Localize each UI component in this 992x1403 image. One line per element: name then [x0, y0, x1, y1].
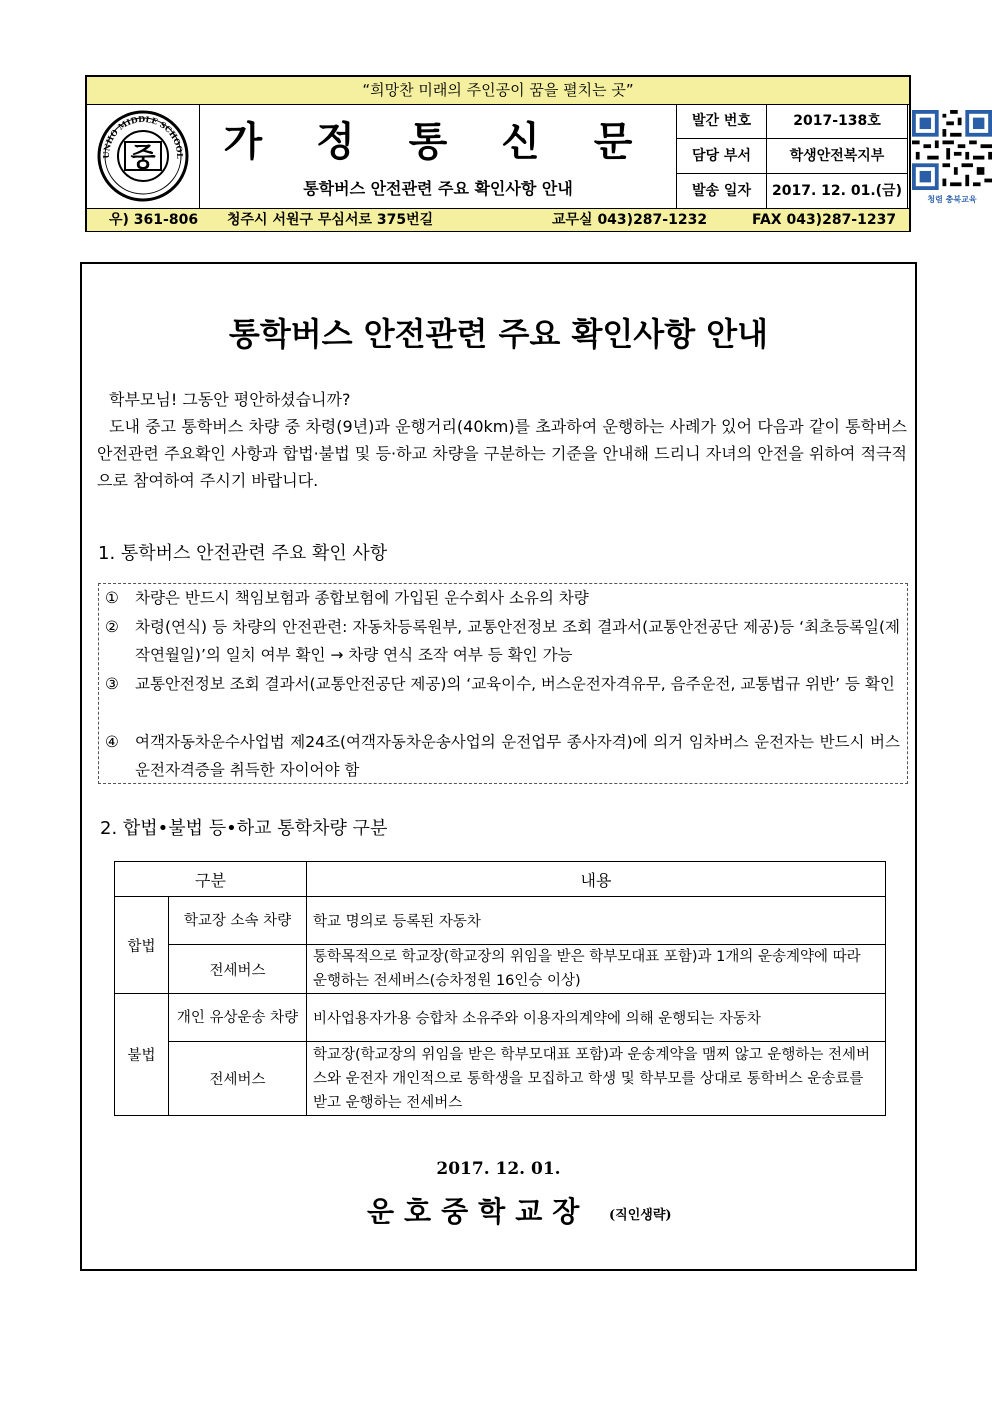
row-content: 학교장(학교장의 위임을 받은 학부모대표 포함)과 운송계약을 맴찌 않고 운행하는 전세버스와 운전자 개인적으로 통학생을 모집하고 학생 및 학부모를 상대로 통학버스 운송료를 받고 운행하는 전세버스 [307, 1042, 886, 1116]
row-content: 비사업용자가용 승합차 소유주와 이용자의계약에 의해 운행되는 자동차 [307, 994, 886, 1042]
header-category: 구분 [115, 862, 307, 897]
info-value: 학생안전복지부 [789, 148, 885, 164]
document-title: 통학버스 안전관련 주요 확인사항 안내 [228, 315, 769, 353]
check-item [105, 584, 900, 612]
letter-body [80, 262, 917, 1271]
section-heading-classification: 2. 합법•불법 등•하교 통학차량 구분 [100, 818, 388, 839]
info-row-issue-number [676, 104, 907, 139]
info-row-send-date [676, 174, 907, 209]
check-item [105, 728, 900, 784]
info-row-department [676, 139, 907, 174]
intro-text: 도내 중고 통학버스 차량 중 차령(9년)과 운행거리(40km)를 초과하여 운행하는 사례가 있어 다음과 같이 통학버스 안전관련 주요확인 사항과 합법·불법 및 등·하교 차량을 구분하는 기준을 안내해 드리니 자녀의 안전을 위하여 적극적으로 참여하여 주시기 바랍니다. [97, 417, 907, 490]
logo-character: 중 [130, 143, 156, 173]
check-items-box [98, 583, 908, 784]
check-text: 여객자동차운수사업법 제24조(여객자동차운송사업의 운전업무 종사자격)에 의거 임차버스 운전자는 반드시 버스운전자격증을 취득한 자이어야 함 [135, 733, 900, 779]
header-content: 내용 [307, 862, 886, 897]
check-number: ③ [105, 675, 119, 693]
table-row [115, 945, 886, 994]
newsletter-header [85, 75, 977, 232]
check-number: ① [105, 589, 119, 607]
principal-signature: 운호중학교장 [367, 1195, 590, 1228]
vehicle-classification-table [114, 861, 886, 1116]
info-value: 2017. 12. 01.(금) [772, 183, 902, 199]
check-text: 차량은 반드시 책임보험과 종합보험에 가입된 운수회사 소유의 차량 [135, 589, 589, 607]
check-number: ④ [105, 733, 119, 751]
qr-caption: 청렴 충북교육 [927, 195, 977, 204]
check-text: 차령(연식) 등 차량의 안전관련: 자동차등록원부, 교통안전정보 조회 결과서(교통안전공단 제공)등 ‘최초등록일(제작연월일)’의 일치 여부 확인 → 차량 연식 조작 여부 등 확인 가능 [135, 618, 900, 664]
info-label: 발송 일자 [677, 174, 767, 209]
seal-omitted-note: (직인생략) [609, 1208, 672, 1223]
greeting-paragraph [97, 386, 907, 494]
street-address: 청주시 서원구 무심서로 375번길 [227, 212, 434, 228]
logo-school-name: UNHO MIDDLE SCHOOL [100, 113, 186, 159]
fax-number: FAX 043)287-1237 [752, 212, 897, 228]
row-subcategory: 개인 유상운송 차량 [169, 994, 307, 1042]
title-area [200, 104, 676, 208]
address-bar [87, 208, 909, 231]
school-logo [87, 104, 200, 208]
office-phone: 교무실 043)287-1232 [552, 212, 708, 228]
issue-info-table [676, 104, 907, 208]
school-slogan: “희망찬 미래의 주인공이 꿈을 펼치는 곳” [87, 77, 909, 105]
qr-code [907, 104, 992, 208]
illegal-label: 불법 [115, 994, 169, 1116]
row-subcategory: 전세버스 [169, 945, 307, 994]
row-content: 통학목적으로 학교장(학교장의 위임을 받은 학부모대표 포함)과 1개의 운송계약에 따라 운행하는 전세버스(승차정원 16인승 이상) [307, 945, 886, 994]
newsletter-title: 가 정 통 신 문 [223, 118, 653, 165]
section-heading-checks: 1. 통학버스 안전관련 주요 확인 사항 [98, 543, 388, 564]
row-subcategory: 전세버스 [169, 1042, 307, 1116]
info-label: 발간 번호 [677, 104, 767, 138]
school-emblem-icon [87, 104, 199, 208]
info-label: 담당 부서 [677, 139, 767, 173]
check-number: ② [105, 618, 119, 636]
check-item [105, 613, 900, 669]
check-item [105, 670, 900, 698]
table-row [115, 1042, 886, 1116]
row-subcategory: 학교장 소속 차량 [169, 897, 307, 945]
table-row [115, 897, 886, 945]
qr-code-icon [912, 110, 992, 190]
greeting-line: 학부모님! 그동안 평안하셨습니까? [109, 390, 351, 409]
letter-date: 2017. 12. 01. [436, 1159, 561, 1179]
legal-label: 합법 [115, 897, 169, 994]
table-header-row [115, 862, 886, 897]
postal-code: 우) 361-806 [109, 212, 199, 228]
newsletter-subtitle: 통학버스 안전관련 주요 확인사항 안내 [303, 179, 573, 198]
row-content: 학교 명의로 등록된 자동차 [307, 897, 886, 945]
table-row [115, 994, 886, 1042]
check-text: 교통안전정보 조회 결과서(교통안전공단 제공)의 ‘교육이수, 버스운전자격유무, 음주운전, 교통법규 위반’ 등 확인 [135, 675, 895, 693]
info-value: 2017-138호 [793, 113, 881, 129]
